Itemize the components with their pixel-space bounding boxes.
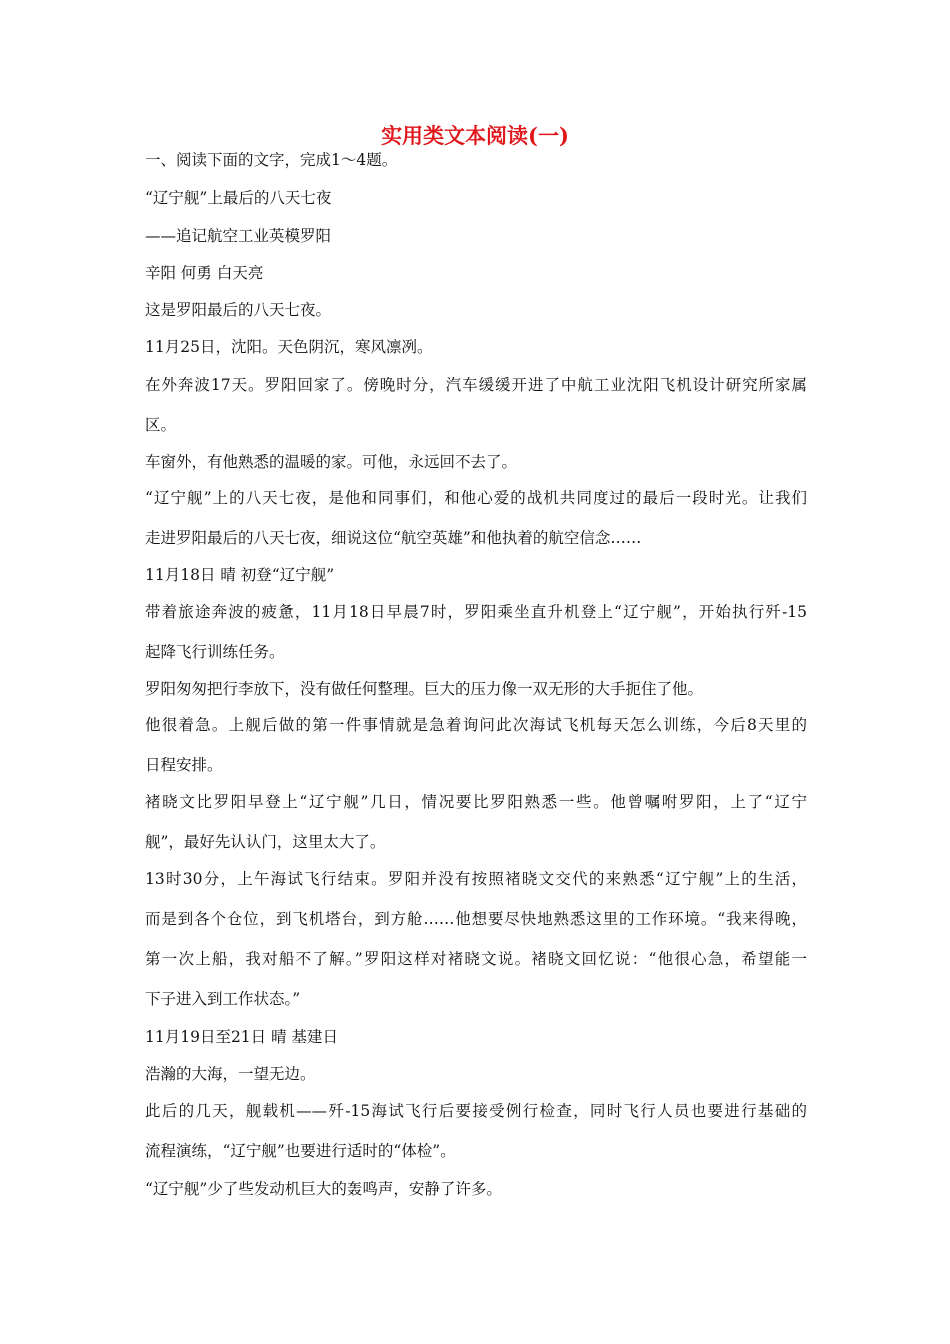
paragraph-line: 褚晓文比罗阳早登上“辽宁舰”几日，情况要比罗阳熟悉一些。他曾嘱咐罗阳，上了“辽宁 [145, 793, 807, 811]
paragraph-line: 起降飞行训练任务。 [145, 643, 285, 661]
paragraph-line: 此后的几天，舰载机——歼-15海试飞行后要接受例行检查，同时飞行人员也要进行基础的 [145, 1102, 807, 1120]
paragraph-line: 区。 [145, 416, 177, 434]
paragraph-line: 11月25日，沈阳。天色阴沉，寒风凛冽。 [145, 338, 433, 356]
paragraph-line: 这是罗阳最后的八天七夜。 [145, 301, 332, 319]
paragraph-line: 他很着急。上舰后做的第一件事情就是急着询问此次海试飞机每天怎么训练，今后8天里的 [145, 716, 807, 734]
paragraph-line: 车窗外，有他熟悉的温暖的家。可他，永远回不去了。 [145, 453, 518, 471]
paragraph-line: 日程安排。 [145, 756, 223, 774]
paragraph-line: 流程演练，“辽宁舰”也要进行适时的“体检”。 [145, 1142, 456, 1160]
paragraph-line: 带着旅途奔波的疲惫，11月18日早晨7时，罗阳乘坐直升机登上“辽宁舰”，开始执行歼-15 [145, 603, 807, 621]
question-prompt: 一、阅读下面的文字，完成1～4题。 [145, 151, 398, 169]
paragraph-line: 舰”，最好先认认门，这里太大了。 [145, 833, 386, 851]
article-title: “辽宁舰”上最后的八天七夜 [145, 189, 332, 207]
paragraph-line: 13时30分，上午海试飞行结束。罗阳并没有按照褚晓文交代的来熟悉“辽宁舰”上的生活， [145, 870, 807, 888]
paragraph-line: 下子进入到工作状态。” [145, 990, 301, 1008]
paragraph-line: 而是到各个仓位，到飞机塔台，到方舱……他想要尽快地熟悉这里的工作环境。“我来得晚， [145, 910, 807, 928]
paragraph-line: “辽宁舰”少了些发动机巨大的轰鸣声，安静了许多。 [145, 1180, 502, 1198]
paragraph-line: 浩瀚的大海，一望无边。 [145, 1065, 316, 1083]
article-authors: 辛阳 何勇 白天亮 [145, 264, 264, 282]
section-heading: 11月18日 晴 初登“辽宁舰” [145, 566, 335, 584]
article-subtitle: ——追记航空工业英模罗阳 [145, 227, 332, 245]
document-title: 实用类文本阅读(一) [381, 123, 569, 148]
paragraph-line: 走进罗阳最后的八天七夜，细说这位“航空英雄”和他执着的航空信念…… [145, 529, 642, 547]
section-heading: 11月19日至21日 晴 基建日 [145, 1028, 339, 1046]
paragraph-line: 在外奔波17天。罗阳回家了。傍晚时分，汽车缓缓开进了中航工业沈阳飞机设计研究所家属 [145, 376, 807, 394]
paragraph-line: 第一次上船，我对船不了解。”罗阳这样对褚晓文说。褚晓文回忆说：“他很心急，希望能一 [145, 950, 807, 968]
paragraph-line: 罗阳匆匆把行李放下，没有做任何整理。巨大的压力像一双无形的大手扼住了他。 [145, 680, 704, 698]
paragraph-line: “辽宁舰”上的八天七夜，是他和同事们，和他心爱的战机共同度过的最后一段时光。让我们 [145, 489, 807, 507]
